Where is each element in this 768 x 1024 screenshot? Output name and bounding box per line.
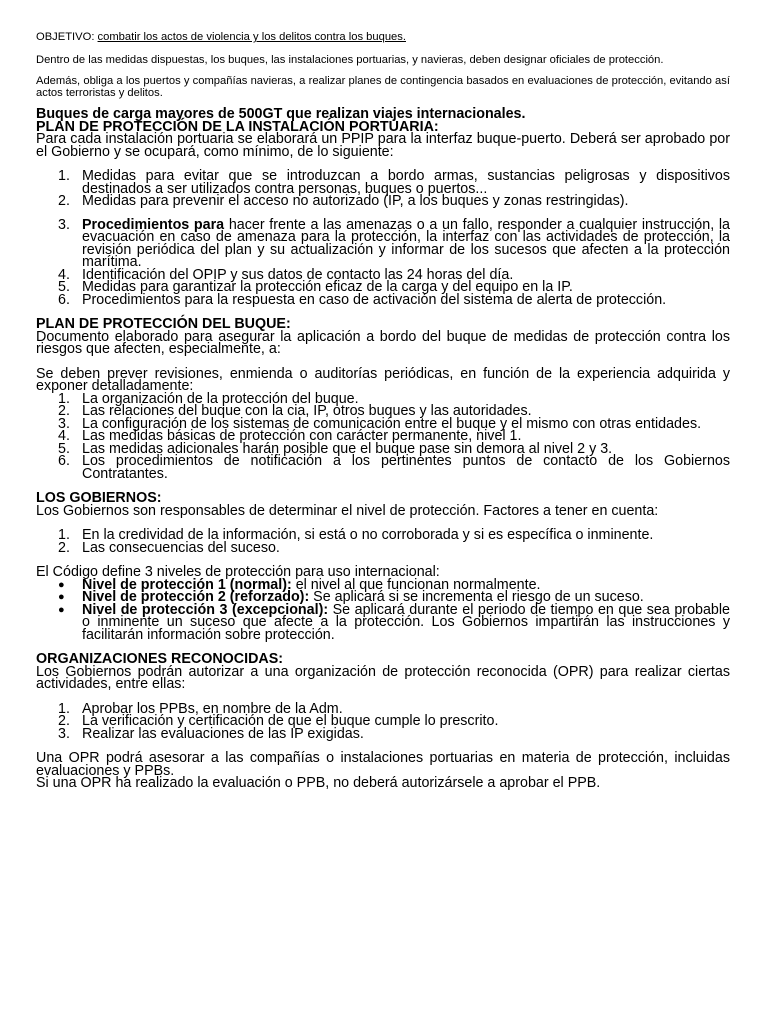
list-item-text: Las consecuencias del suceso. xyxy=(82,539,280,556)
list-item-text: Medidas para evitar que se introduzcan a bordo armas, sustancias peligrosas y dispositivos destinados a ser utilizados contra personas, buques o puertos... xyxy=(82,168,730,197)
ppb-body: Documento elaborado para asegurar la aplicación a bordo del buque de medidas de protección contra los riesgos que afecten, especialmente, a: xyxy=(36,328,730,357)
list-item xyxy=(36,455,730,480)
bullet-icon: ● xyxy=(58,578,65,591)
list-number: 1. xyxy=(58,390,70,407)
list-item-text: La organización de la protección del buque. xyxy=(82,390,359,407)
bullet-icon: ● xyxy=(58,603,65,616)
opr-asesorar: Una OPR podrá asesorar a las compañías o instalaciones portuarias en materia de protección, incluidas evaluaciones y PPBs. xyxy=(36,750,730,779)
opr-body: Los Gobiernos podrán autorizar a una organización de protección reconocida (OPR) para realizar ciertas actividades, entre ellas: xyxy=(36,663,730,692)
list-item-text: Medidas para garantizar la protección eficaz de la carga y del equipo en la IP. xyxy=(82,279,573,295)
ppip-list xyxy=(36,170,730,306)
list-item-text: Medidas para prevenir el acceso no autorizado (IP, a los buques y zonas restringidas). xyxy=(82,193,629,209)
list-item-text: Aprobar los PPBs, en nombre de la Adm. xyxy=(82,700,343,717)
gobiernos-body: Los Gobiernos son responsables de determinar el nivel de protección. Factores a tener en cuenta: xyxy=(36,502,659,519)
list-item-text: La configuración de los sistemas de comunicación entre el buque y el mismo con otras entidades. xyxy=(82,415,702,432)
ppb-list xyxy=(36,390,730,482)
ppip-section xyxy=(36,118,730,160)
list-number: 3. xyxy=(58,725,70,742)
gobiernos-list xyxy=(36,529,730,554)
list-number: 1. xyxy=(58,527,70,543)
list-number: 2. xyxy=(58,403,70,419)
list-item-text: Las medidas básicas de protección con carácter permanente, nivel 1. xyxy=(82,428,522,444)
list-item xyxy=(36,601,730,643)
list-item-bold: Procedimientos para xyxy=(82,216,225,233)
list-item-bold: Nivel de protección 2 (reforzado): xyxy=(82,589,310,605)
ppip-heading: PLAN DE PROTECCIÓN DE LA INSTALACIÓN PORTUARIA: xyxy=(36,118,439,135)
gobiernos-codigo: El Código define 3 niveles de protección para uso internacional: xyxy=(36,564,440,580)
ppb-heading: PLAN DE PROTECCIÓN DEL BUQUE: xyxy=(36,316,291,332)
ppb-section xyxy=(36,318,730,356)
opr-final: Si una OPR ha realizado la evaluación o PPB, no deberá autorizársele a aprobar el PPB. xyxy=(36,775,601,791)
list-item xyxy=(36,725,730,742)
objetivo-text: combatir los actos de violencia y los delitos contra los buques. xyxy=(97,31,406,43)
bullet-icon: ● xyxy=(58,591,65,603)
list-item-text: Procedimientos para la respuesta en caso de activación del sistema de alerta de protección. xyxy=(82,291,667,308)
list-number: 5. xyxy=(58,440,70,457)
list-item xyxy=(36,216,730,270)
list-item-text: Los procedimientos de notificación a los pertinentes puntos de contacto de los Gobiernos Contratantes. xyxy=(82,453,730,482)
ppip-body: Para cada instalación portuaria se elaborará un PPIP para la interfaz buque-puerto. Deberá ser aprobado por el Gobierno y se ocupará, como mínimo, de lo siguiente: xyxy=(36,131,730,160)
intro-medidas: Dentro de las medidas dispuestas, los buques, las instalaciones portuarias, y navieras, deben designar oficiales de protección. xyxy=(36,54,664,66)
list-number: 3. xyxy=(58,216,70,233)
ppb-revisiones: Se deben prever revisiones, enmienda o auditorías periódicas, en función de la experiencia adquirida y exponer detalladamente: xyxy=(36,365,730,394)
list-item-bold: Nivel de protección 1 (normal): xyxy=(82,576,292,593)
list-number: 1. xyxy=(58,700,70,717)
list-item-text: Las medidas adicionales harán posible que el buque pase sin demora al nivel 2 y 3. xyxy=(82,440,613,457)
list-item-text: Se aplicará durante el periodo de tiempo en que sea probable o inminente un suceso que afecte a la protección. Los Gobiernos impartirán las instrucciones y facilitarán información sobre protección. xyxy=(82,601,730,643)
list-item-text: Identificación del OPIP y sus datos de contacto las 24 horas del día. xyxy=(82,266,514,283)
list-number: 6. xyxy=(58,453,70,469)
intro-ademas: Además, obliga a los puertos y compañías navieras, a realizar planes de contingencia basados en evaluaciones de protección, evitando así actos terroristas y delitos. xyxy=(36,75,730,99)
list-number: 6. xyxy=(58,291,70,308)
list-item xyxy=(36,170,730,195)
opr-section xyxy=(36,653,730,691)
list-item xyxy=(36,195,730,208)
list-number: 1. xyxy=(58,168,70,184)
gobiernos-heading: LOS GOBIERNOS: xyxy=(36,490,162,506)
list-item xyxy=(36,291,730,308)
list-item xyxy=(36,539,730,556)
list-number: 5. xyxy=(58,279,70,295)
list-number: 2. xyxy=(58,539,70,556)
opr-heading: ORGANIZACIONES RECONOCIDAS: xyxy=(36,651,284,667)
list-item-text: Las relaciones del buque con la cia, IP, otros buques y las autoridades. xyxy=(82,403,532,419)
list-number: 2. xyxy=(58,713,70,729)
list-item-text: Se aplicará si se incrementa el riesgo de un suceso. xyxy=(309,589,644,605)
list-item-text: Realizar las evaluaciones de las IP exigidas. xyxy=(82,725,364,742)
list-item-bold: Nivel de protección 3 (excepcional): xyxy=(82,601,329,618)
list-number: 4. xyxy=(58,428,70,444)
buques-title: Buques de carga mayores de 500GT que realizan viajes internacionales. xyxy=(36,106,526,122)
objetivo-label: OBJETIVO: xyxy=(36,31,95,43)
list-number: 3. xyxy=(58,415,70,432)
list-number: 2. xyxy=(58,193,70,209)
list-item-text: hacer frente a las amenazas o a un fallo, responder a cualquier instrucción, la evacuación en caso de amenaza para la protección, la interfaz con las actividades de protección, la revisión periódica del plan y su actualización y informar de los sucesos que afecten a la protección marítima. xyxy=(82,216,730,270)
list-item-text: La verificación y certificación de que el buque cumple lo prescrito. xyxy=(82,713,499,729)
gobiernos-section xyxy=(36,492,730,517)
list-number: 4. xyxy=(58,266,70,283)
list-item-text: el nivel al que funcionan normalmente. xyxy=(291,576,541,593)
objetivo-line xyxy=(36,31,730,43)
list-item-text: En la credividad de la información, si está o no corroborada y si es específica o inminente. xyxy=(82,527,654,543)
niveles-list xyxy=(36,576,730,643)
opr-list xyxy=(36,700,730,742)
